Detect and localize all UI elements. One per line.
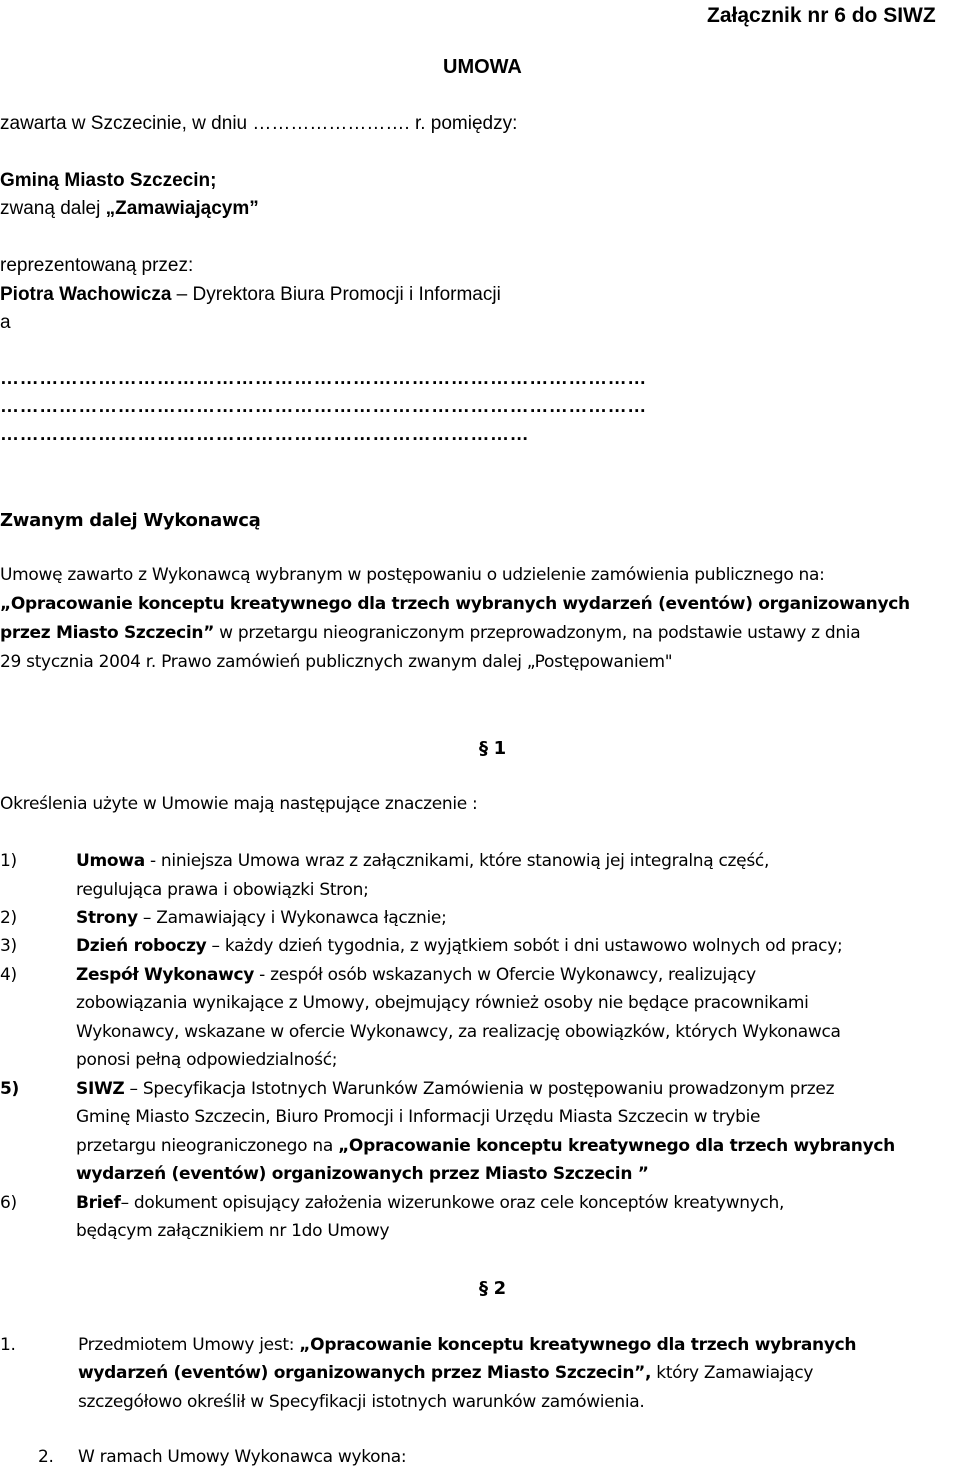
definition-dzien-roboczy: Dzień roboczy – każdy dzień tygodnia, z wyjątkiem sobót i dni ustawowo wolnych od pracy; — [76, 936, 843, 956]
definition-line: zobowiązania wynikające z Umowy, obejmujący również osoby nie będące pracownikami — [76, 993, 809, 1013]
definition-zespol-wykonawcy: Zespół Wykonawcy - zespół osób wskazanych w Ofercie Wykonawcy, realizujący — [76, 965, 756, 985]
definition-line: ponosi pełną odpowiedzialność; — [76, 1050, 338, 1070]
definition-number: 1) — [0, 851, 17, 871]
contract-date-line: zawarta w Szczecinie, w dniu ……………………. r. pomiędzy: — [0, 113, 518, 134]
definition-line: regulująca prawa i obowiązki Stron; — [76, 880, 369, 900]
subject-line-3: szczegółowo określił w Specyfikacji istotnych warunków zamówienia. — [78, 1392, 645, 1412]
definition-line: wydarzeń (eventów) organizowanych przez Miasto Szczecin ” — [76, 1164, 649, 1184]
definition-line: przetargu nieograniczonego na „Opracowanie konceptu kreatywnego dla trzech wybranych — [76, 1136, 895, 1156]
conjunction: a — [0, 312, 11, 333]
definition-umowa: Umowa - niniejsza Umowa wraz z załącznikami, które stanowią jej integralną część, — [76, 851, 770, 871]
definition-strony: Strony – Zamawiający i Wykonawca łącznie; — [76, 908, 447, 928]
definition-brief: Brief– dokument opisujący założenia wizerunkowe oraz cele konceptów kreatywnych, — [76, 1193, 785, 1213]
definition-number: 6) — [0, 1193, 17, 1213]
scope-intro: W ramach Umowy Wykonawca wykona: — [78, 1447, 407, 1467]
definition-number: 4) — [0, 965, 17, 985]
contractor-blank-1: ……………………………………………………………………………………… — [0, 368, 647, 389]
attachment-label: Załącznik nr 6 do SIWZ — [707, 4, 936, 27]
section-1-heading: § 1 — [479, 738, 506, 759]
party1-called: zwaną dalej „Zamawiającym” — [0, 198, 259, 219]
definition-number: 5) — [0, 1079, 19, 1099]
definition-line: będącym załącznikiem nr 1do Umowy — [76, 1221, 390, 1241]
preamble-line-1: Umowę zawarto z Wykonawcą wybranym w postępowaniu o udzielenie zamówienia publicznego na: — [0, 565, 825, 585]
preamble-line-4: 29 stycznia 2004 r. Prawo zamówień publicznych zwanym dalej „Postępowaniem" — [0, 652, 673, 672]
contractor-blank-2: ……………………………………………………………………………………… — [0, 396, 647, 417]
definition-line: Gminę Miasto Szczecin, Biuro Promocji i Informacji Urzędu Miasta Szczecin w trybie — [76, 1107, 761, 1127]
paragraph-number: 2. — [38, 1447, 54, 1467]
preamble-line-2: „Opracowanie konceptu kreatywnego dla trzech wybranych wydarzeń (eventów) organizowanych — [0, 594, 910, 614]
definition-line: Wykonawcy, wskazane w ofercie Wykonawcy, za realizację obowiązków, których Wykonawca — [76, 1022, 841, 1042]
representative: Piotra Wachowicza – Dyrektora Biura Promocji i Informacji — [0, 284, 501, 305]
paragraph-number: 1. — [0, 1335, 16, 1355]
subject-line-1: Przedmiotem Umowy jest: „Opracowanie konceptu kreatywnego dla trzech wybranych — [78, 1335, 857, 1355]
contractor-called: Zwanym dalej Wykonawcą — [0, 510, 261, 531]
contractor-blank-3: ……………………………………………………………………… — [0, 424, 530, 445]
definition-number: 2) — [0, 908, 17, 928]
section-2-heading: § 2 — [479, 1278, 506, 1299]
definition-number: 3) — [0, 936, 17, 956]
section-1-lead: Określenia użyte w Umowie mają następujące znaczenie : — [0, 794, 478, 814]
preamble-line-3: przez Miasto Szczecin” w przetargu nieograniczonym przeprowadzonym, na podstawie ustawy z dnia — [0, 623, 861, 643]
definition-siwz: SIWZ – Specyfikacja Istotnych Warunków Zamówienia w postępowaniu prowadzonym przez — [76, 1079, 835, 1099]
party1-name: Gminą Miasto Szczecin; — [0, 170, 217, 191]
subject-line-2: wydarzeń (eventów) organizowanych przez Miasto Szczecin”, który Zamawiający — [78, 1363, 814, 1383]
document-title: UMOWA — [443, 56, 522, 78]
represented-by: reprezentowaną przez: — [0, 255, 194, 276]
